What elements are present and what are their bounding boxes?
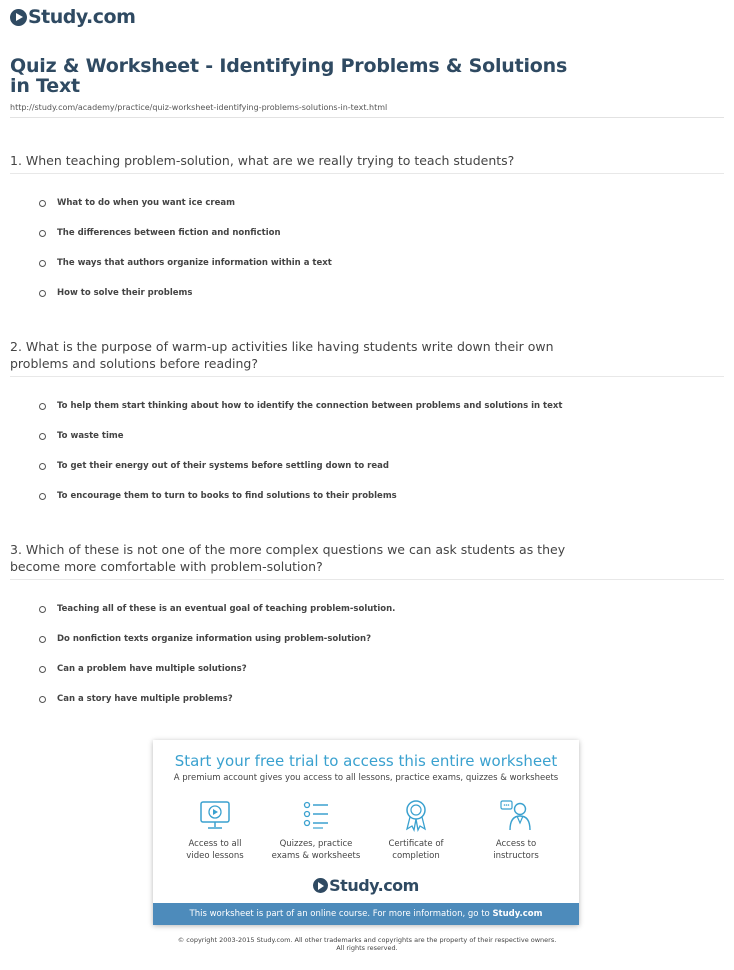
radio-button-icon[interactable] bbox=[39, 493, 46, 500]
feature-certificate bbox=[368, 798, 464, 862]
feature-label-line: instructors bbox=[493, 851, 539, 861]
answer-option[interactable] bbox=[10, 278, 610, 308]
answer-option[interactable] bbox=[10, 594, 580, 624]
study-logo[interactable] bbox=[10, 6, 135, 28]
answer-text: To encourage them to turn to books to find solutions to their problems bbox=[57, 491, 397, 501]
feature-label-line: Access to all bbox=[188, 839, 242, 849]
answer-option[interactable] bbox=[10, 218, 610, 248]
answer-text: To waste time bbox=[57, 431, 124, 441]
answer-option[interactable] bbox=[10, 248, 610, 278]
promo-subtitle: A premium account gives you access to all lessons, practice exams, quizzes & worksheets bbox=[173, 773, 559, 783]
promo-study-logo[interactable] bbox=[153, 876, 579, 895]
radio-button-icon[interactable] bbox=[39, 463, 46, 470]
radio-button-icon[interactable] bbox=[39, 666, 46, 673]
question-divider bbox=[10, 376, 724, 377]
page-url: http://study.com/academy/practice/quiz-worksheet-identifying-problems-solutions-in-text.html bbox=[10, 103, 388, 112]
answer-text: To get their energy out of their systems before settling down to read bbox=[57, 461, 389, 471]
answer-text: The ways that authors organize information within a text bbox=[57, 258, 332, 268]
question-2 bbox=[10, 338, 590, 511]
question-text: 3. Which of these is not one of the more complex questions we can ask students as they become more comfortable with problem-solution? bbox=[10, 542, 566, 574]
logo-text: Study.com bbox=[329, 876, 419, 895]
question-text: 2. What is the purpose of warm-up activities like having students write down their own problems and solutions before reading? bbox=[10, 339, 554, 371]
radio-button-icon[interactable] bbox=[39, 433, 46, 440]
logo-text: Study.com bbox=[28, 6, 136, 28]
copyright-line: © copyright 2003-2015 Study.com. All other trademarks and copyrights are the property of their respective owners. bbox=[177, 936, 557, 944]
page-title: Quiz & Worksheet - Identifying Problems & Solutions in Text bbox=[10, 55, 568, 97]
answer-text: How to solve their problems bbox=[57, 288, 193, 298]
answer-option[interactable] bbox=[10, 451, 590, 481]
feature-label-line: video lessons bbox=[186, 851, 244, 861]
feature-label-line: Quizzes, practice bbox=[279, 839, 353, 849]
answer-options bbox=[10, 188, 610, 308]
feature-label-line: Access to bbox=[495, 839, 537, 849]
radio-button-icon[interactable] bbox=[39, 606, 46, 613]
play-logo-icon bbox=[313, 878, 328, 893]
promo-info-bar bbox=[153, 903, 579, 925]
answer-text: What to do when you want ice cream bbox=[57, 198, 235, 208]
question-3 bbox=[10, 541, 580, 714]
answer-option[interactable] bbox=[10, 624, 580, 654]
quiz-list-icon bbox=[299, 798, 333, 832]
feature-instructors bbox=[468, 798, 564, 862]
radio-button-icon[interactable] bbox=[39, 260, 46, 267]
free-trial-promo bbox=[153, 740, 579, 925]
answer-text: Do nonfiction texts organize information using problem-solution? bbox=[57, 634, 372, 644]
answer-options bbox=[10, 594, 580, 714]
question-divider bbox=[10, 173, 724, 174]
answer-text: Can a story have multiple problems? bbox=[57, 694, 233, 704]
answer-text: The differences between fiction and nonfiction bbox=[57, 228, 281, 238]
question-text: 1. When teaching problem-solution, what are we really trying to teach students? bbox=[10, 153, 515, 168]
promo-bar-text: This worksheet is part of an online course. For more information, go to bbox=[189, 909, 493, 919]
answer-option[interactable] bbox=[10, 391, 590, 421]
answer-text: Teaching all of these is an eventual goal of teaching problem-solution. bbox=[57, 604, 396, 614]
feature-label bbox=[468, 838, 564, 862]
answer-option[interactable] bbox=[10, 654, 580, 684]
feature-video-lessons bbox=[167, 798, 263, 862]
radio-button-icon[interactable] bbox=[39, 200, 46, 207]
answer-text: Can a problem have multiple solutions? bbox=[57, 664, 247, 674]
feature-label bbox=[268, 838, 364, 862]
instructor-icon bbox=[499, 798, 533, 832]
radio-button-icon[interactable] bbox=[39, 290, 46, 297]
radio-button-icon[interactable] bbox=[39, 230, 46, 237]
radio-button-icon[interactable] bbox=[39, 696, 46, 703]
answer-option[interactable] bbox=[10, 188, 610, 218]
promo-title[interactable]: Start your free trial to access this entire worksheet bbox=[174, 752, 558, 770]
copyright-line: All rights reserved. bbox=[336, 944, 398, 952]
feature-label bbox=[368, 838, 464, 862]
answer-option[interactable] bbox=[10, 684, 580, 714]
answer-text: To help them start thinking about how to identify the connection between problems and solutions in text bbox=[57, 401, 563, 411]
header-divider bbox=[10, 117, 724, 118]
radio-button-icon[interactable] bbox=[39, 636, 46, 643]
video-lesson-icon bbox=[198, 798, 232, 832]
study-link[interactable]: Study.com bbox=[492, 909, 543, 919]
copyright bbox=[0, 936, 734, 952]
play-logo-icon bbox=[10, 9, 27, 26]
feature-label bbox=[167, 838, 263, 862]
feature-label-line: exams & worksheets bbox=[271, 851, 361, 861]
answer-option[interactable] bbox=[10, 481, 590, 511]
radio-button-icon[interactable] bbox=[39, 403, 46, 410]
certificate-icon bbox=[399, 798, 433, 832]
feature-label-line: completion bbox=[392, 851, 440, 861]
answer-options bbox=[10, 391, 590, 511]
question-1 bbox=[10, 152, 610, 308]
answer-option[interactable] bbox=[10, 421, 590, 451]
feature-label-line: Certificate of bbox=[388, 839, 444, 849]
feature-quizzes bbox=[268, 798, 364, 862]
question-divider bbox=[10, 579, 724, 580]
